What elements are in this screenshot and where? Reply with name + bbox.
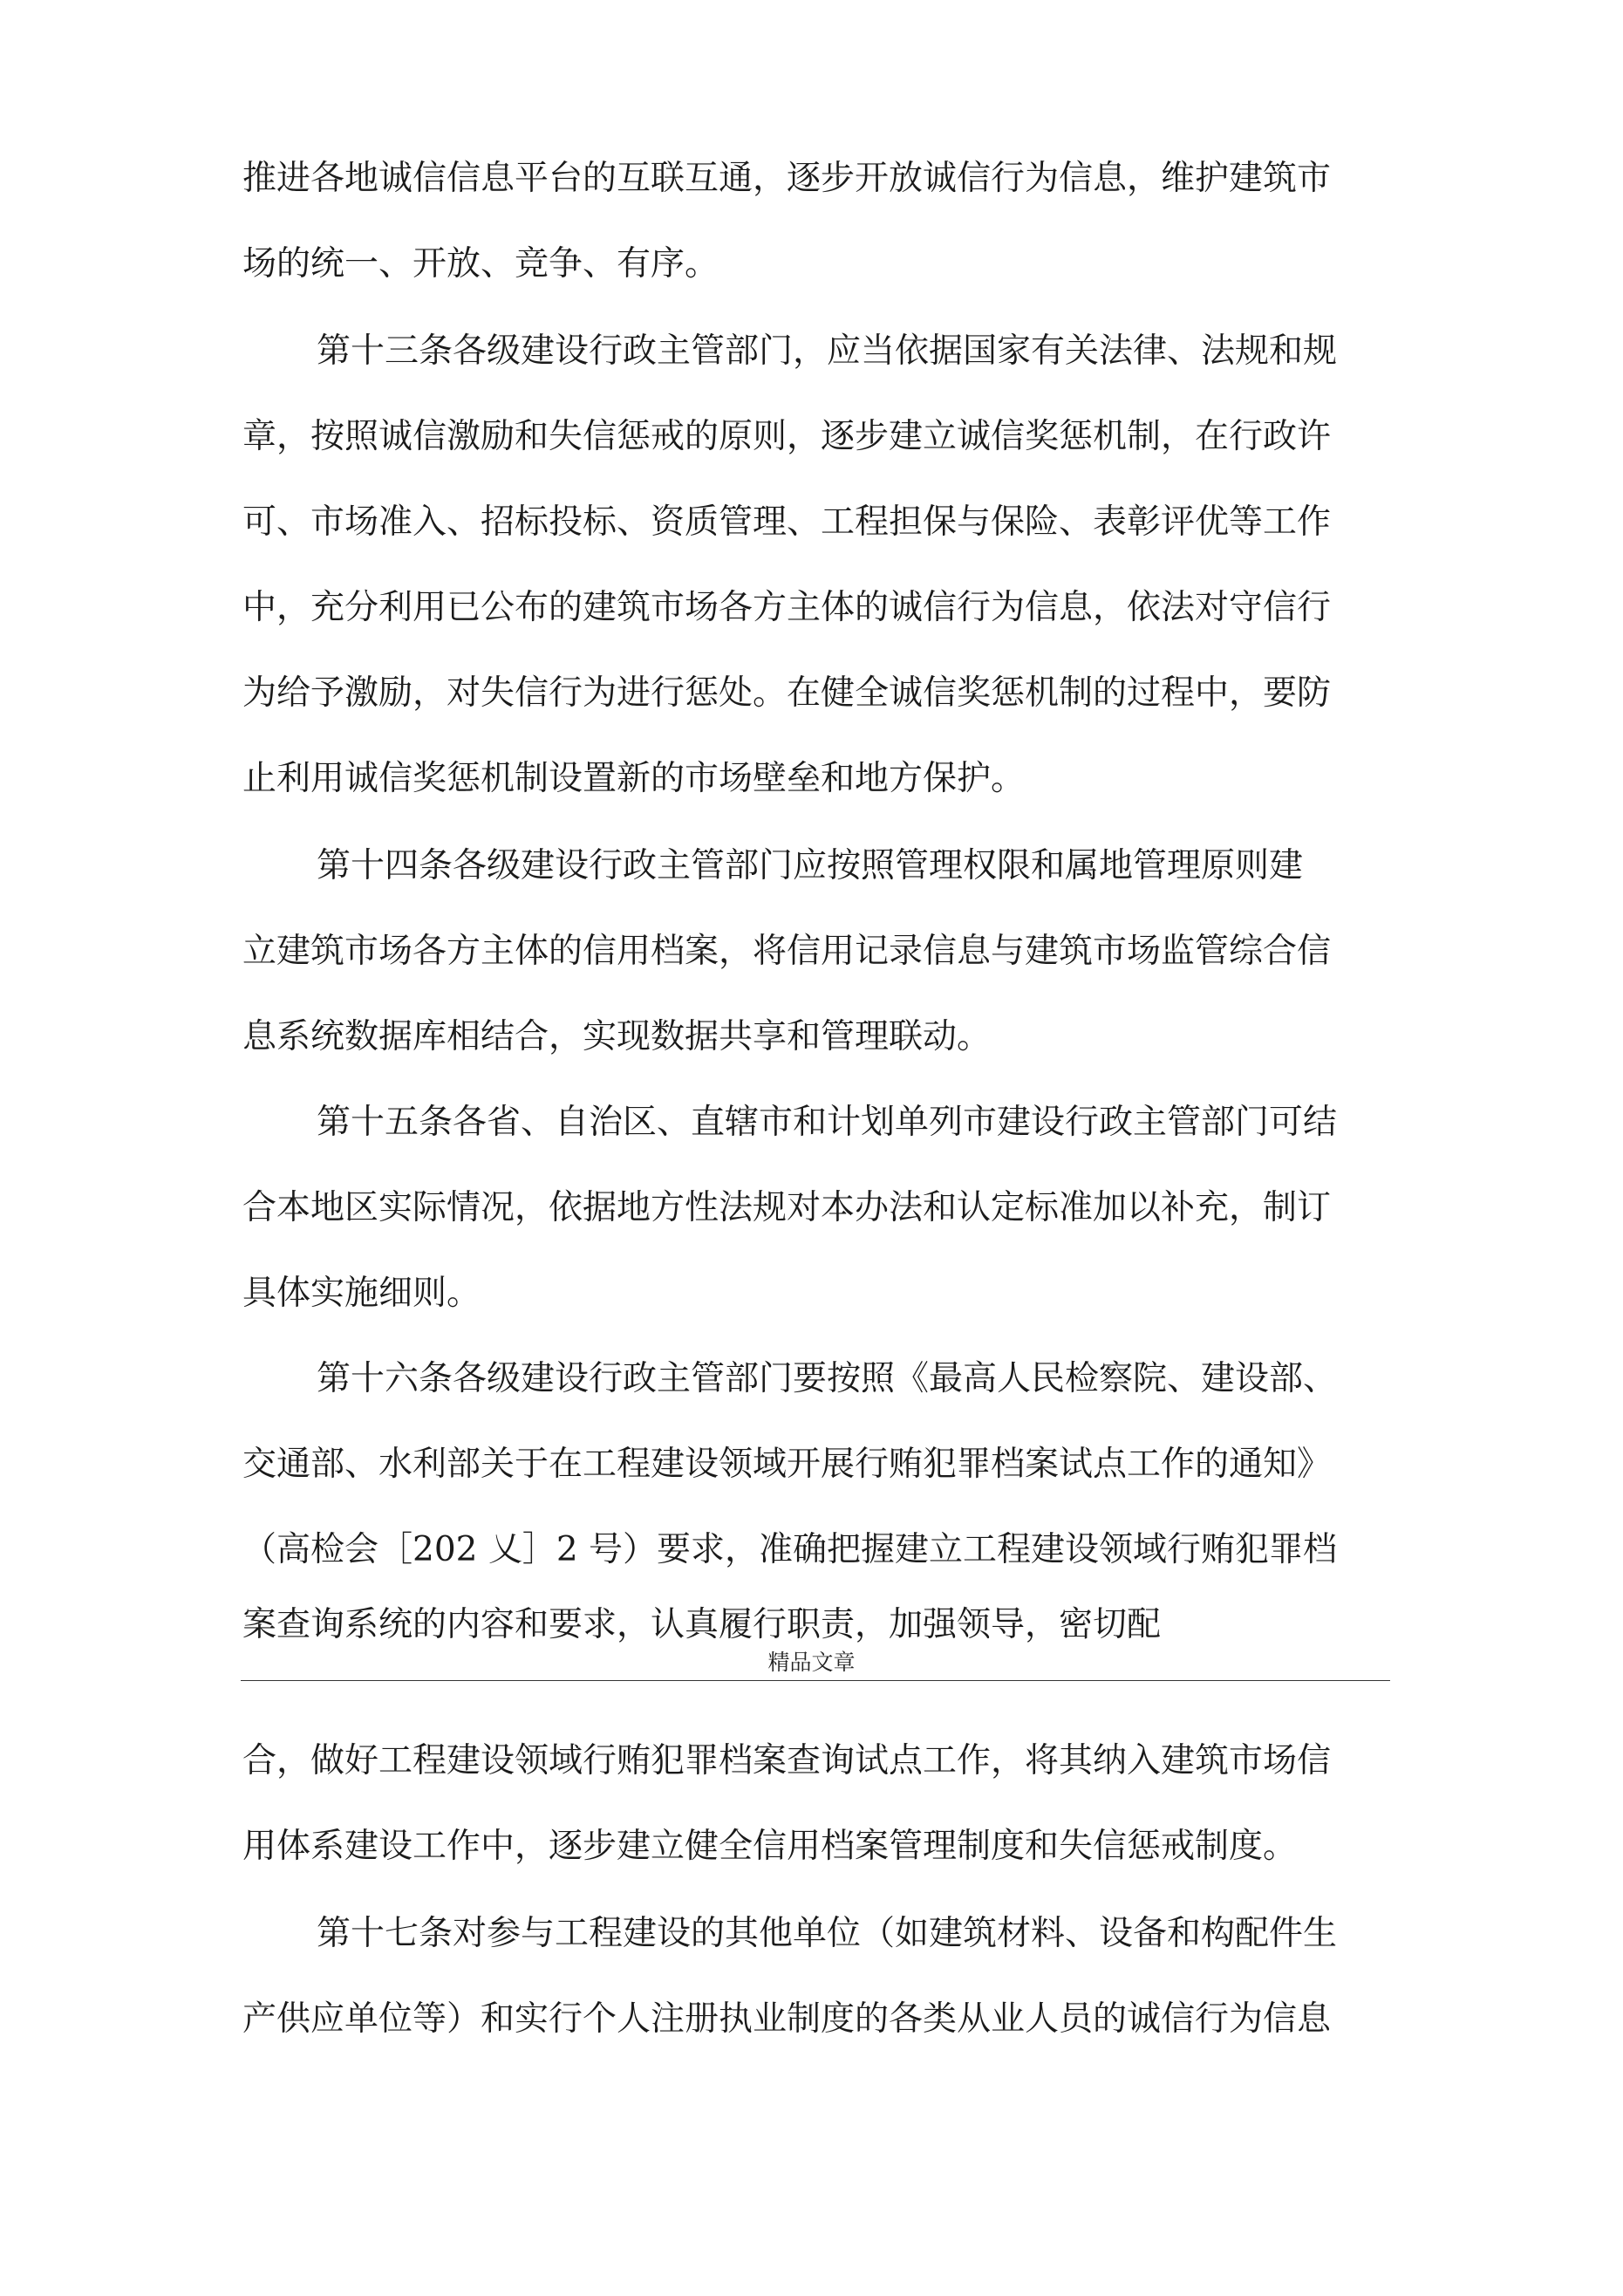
text-line: （高检会［202 乂］2 号）要求，准确把握建立工程建设领域行贿犯罪档	[242, 1530, 1338, 1569]
article-16-heading-line: 第十六条各级建设行政主管部门要按照《最高人民检察院、建设部、	[317, 1359, 1338, 1398]
text-line: 为给予激励，对失信行为进行惩处。在健全诚信奖惩机制的过程中，要防	[242, 673, 1332, 713]
text-line: 可、市场准入、招标投标、资质管理、工程担保与保险、表彰评优等工作	[242, 502, 1332, 542]
article-17-heading-line: 第十七条对参与工程建设的其他单位（如建筑材料、设备和构配件生	[317, 1914, 1338, 1953]
text-line: 止利用诚信奖惩机制设置新的市场壁垒和地方保护。	[242, 759, 1026, 798]
text-line: 产供应单位等）和实行个人注册执业制度的各类从业人员的诚信行为信息	[242, 1999, 1332, 2039]
text-line: 章，按照诚信激励和失信惩戒的原则，逐步建立诚信奖惩机制，在行政许	[242, 417, 1332, 456]
text-line: 合本地区实际情况，依据地方性法规对本办法和认定标准加以补充，制订	[242, 1188, 1332, 1227]
text-line: 立建筑市场各方主体的信用档案，将信用记录信息与建筑市场监管综合信	[242, 932, 1332, 971]
text-line: 场的统一、开放、竞争、有序。	[242, 244, 719, 284]
article-15-heading-line: 第十五条各省、自治区、直辖市和计划单列市建设行政主管部门可结	[317, 1103, 1338, 1142]
article-14-heading-line: 第十四条各级建设行政主管部门应按照管理权限和属地管理原则建	[317, 846, 1304, 885]
page-footer-label: 精品文章	[767, 1650, 856, 1675]
footer-divider	[241, 1680, 1390, 1681]
article-13-heading-line: 第十三条各级建设行政主管部门，应当依据国家有关法律、法规和规	[317, 331, 1338, 371]
text-line: 合，做好工程建设领域行贿犯罪档案查询试点工作，将其纳入建筑市场信	[242, 1741, 1332, 1780]
text-line: 具体实施细则。	[242, 1274, 481, 1313]
text-line: 中，充分利用已公布的建筑市场各方主体的诚信行为信息，依法对守信行	[242, 588, 1332, 627]
text-line: 交通部、水利部关于在工程建设领域开展行贿犯罪档案试点工作的通知》	[242, 1445, 1332, 1484]
text-line: 息系统数据库相结合，实现数据共享和管理联动。	[242, 1017, 992, 1056]
text-line: 案查询系统的内容和要求，认真履行职责，加强领导，密切配	[242, 1605, 1162, 1644]
text-line: 推进各地诚信信息平台的互联互通，逐步开放诚信行为信息，维护建筑市	[242, 159, 1332, 198]
text-line: 用体系建设工作中，逐步建立健全信用档案管理制度和失信惩戒制度。	[242, 1827, 1298, 1866]
